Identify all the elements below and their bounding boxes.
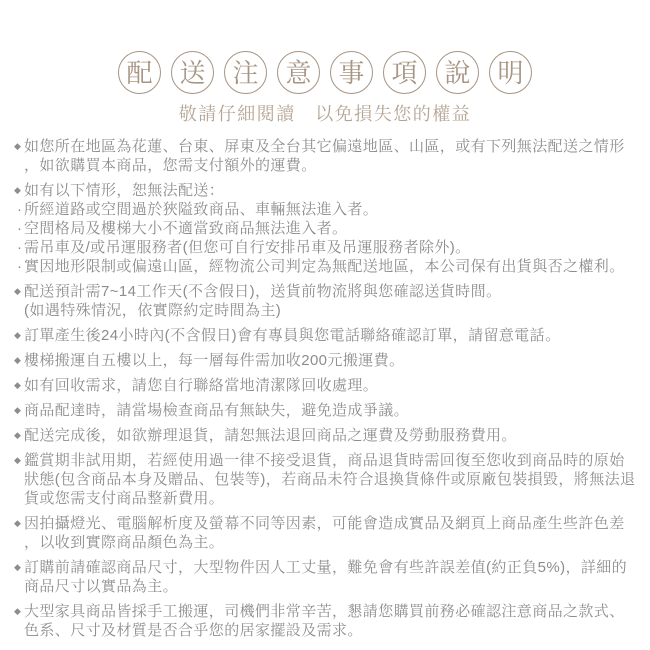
dot-bullet-icon: · (17, 258, 23, 275)
diamond-bullet-icon: ◆ (14, 455, 22, 465)
notice-line: 配送預計需7~14工作天(不含假日)，送貨前物流將與您確認送貨時間。 (24, 283, 502, 300)
diamond-bullet-icon: ◆ (14, 185, 22, 195)
notice-line: 樓梯搬運自五樓以上，每一層每件需加收200元搬運費。 (24, 352, 405, 369)
notice-item (0, 326, 644, 345)
notice-line: 商品配達時，請當場檢查商品有無缺失，避免造成爭議。 (24, 402, 410, 419)
notice-item (0, 376, 644, 395)
notice-line: 貨或您需支付商品整新費用。 (24, 490, 225, 507)
notice-item (0, 514, 644, 552)
diamond-bullet-icon: ◆ (14, 286, 22, 296)
page-subtitle: 敬請仔細閱讀 以免損失您的權益 (178, 104, 472, 124)
notice-item (0, 602, 644, 640)
title-circle-char: 明 (489, 51, 532, 94)
title-circle-char: 注 (224, 51, 267, 94)
notice-line: 因拍攝燈光、電腦解析度及螢幕不同等因素，可能會造成實品及網頁上商品產生些許色差 (24, 515, 625, 532)
title-circle-char: 送 (171, 51, 214, 94)
notice-line: 如有以下情形，恕無法配送： (24, 182, 225, 199)
notice-subitem-text: 需吊車及/或吊運服務者(但您可自行安排吊車及吊運服務者除外)。 (24, 239, 471, 256)
notice-item (0, 558, 644, 596)
notice-subitem-text: 所經道路或空間過於狹隘致商品、車輛無法進入者。 (24, 201, 379, 218)
notice-subitem (17, 257, 644, 276)
notice-line: ，以收到實際商品顏色為主。 (24, 534, 225, 551)
notice-item (0, 181, 644, 276)
notice-item (0, 137, 644, 175)
diamond-bullet-icon: ◆ (14, 562, 22, 572)
notice-item (0, 282, 644, 320)
notice-line: 色系、尺寸及材質是否合乎您的居家擺設及需求。 (24, 622, 363, 639)
dot-bullet-icon: · (17, 201, 23, 218)
notice-item (0, 426, 644, 445)
delivery-notice-page (0, 51, 650, 650)
title-circle-char: 說 (436, 51, 479, 94)
diamond-bullet-icon: ◆ (14, 330, 22, 340)
notice-line: 如您所在地區為花蓮、台東、屏東及全台其它偏遠地區、山區，或有下列無法配送之情形 (24, 138, 625, 155)
diamond-bullet-icon: ◆ (14, 355, 22, 365)
notice-line: 大型家具商品皆採手工搬運，司機們非常辛苦，懇請您購買前務必確認注意商品之款式、 (24, 603, 625, 620)
diamond-bullet-icon: ◆ (14, 430, 22, 440)
title-circle-char: 事 (330, 51, 373, 94)
notice-line: 狀態(包含商品本身及贈品、包裝等)，若商品未符合退換貨條件或原廠包裝損毀，將無法退 (24, 471, 636, 488)
notice-subitem-text: 實因地形限制或偏遠山區，經物流公司判定為無配送地區，本公司保有出貨與否之權利。 (24, 258, 625, 275)
notice-line: ，如欲購買本商品，您需支付額外的運費。 (24, 157, 317, 174)
dot-bullet-icon: · (17, 239, 23, 256)
notice-subitem (17, 238, 644, 257)
page-title (0, 51, 650, 94)
notice-line: 鑑賞期非試用期，若經使用過一律不接受退貨，商品退貨時需回復至您收到商品時的原始 (24, 452, 625, 469)
notice-item (0, 401, 644, 420)
notice-subitem (17, 200, 644, 219)
diamond-bullet-icon: ◆ (14, 606, 22, 616)
diamond-bullet-icon: ◆ (14, 380, 22, 390)
title-circle-char: 配 (118, 51, 161, 94)
title-circle-char: 意 (277, 51, 320, 94)
notice-subitem-text: 空間格局及樓梯大小不適當致商品無法進入者。 (24, 220, 348, 237)
diamond-bullet-icon: ◆ (14, 405, 22, 415)
dot-bullet-icon: · (17, 220, 23, 237)
title-circle-char: 項 (383, 51, 426, 94)
notice-line: 如有回收需求，請您自行聯絡當地清潔隊回收處理。 (24, 377, 379, 394)
notice-item (0, 351, 644, 370)
notice-line: (如遇特殊情況，依實際約定時間為主) (24, 302, 282, 319)
diamond-bullet-icon: ◆ (14, 518, 22, 528)
notice-item (0, 451, 644, 508)
diamond-bullet-icon: ◆ (14, 141, 22, 151)
notice-line: 配送完成後，如欲辦理退貨，請恕無法退回商品之運費及勞動服務費用。 (24, 427, 517, 444)
notice-line: 訂購前請確認商品尺寸，大型物件因人工丈量，難免會有些許誤差值(約正負5%)，詳細的 (24, 559, 628, 576)
notice-subitem (17, 219, 644, 238)
notice-line: 訂單產生後24小時內(不含假日)會有專員與您電話聯絡確認訂單，請留意電話。 (24, 327, 561, 344)
notice-list (0, 137, 650, 640)
notice-line: 商品尺寸以實品為主。 (24, 578, 179, 595)
